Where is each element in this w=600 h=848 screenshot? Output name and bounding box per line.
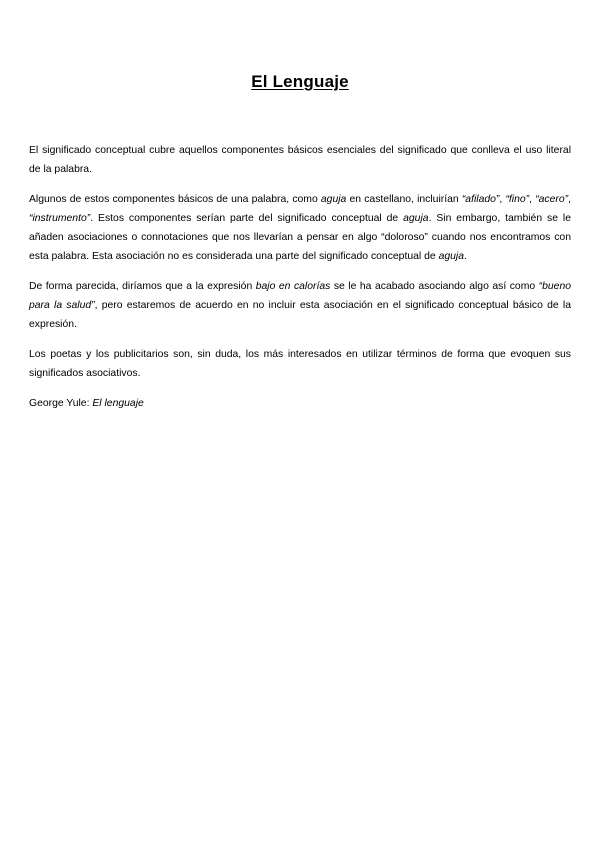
signature [29, 394, 571, 413]
paragraph-2-text-8: . [464, 251, 467, 262]
paragraph-1-text: El significado conceptual cubre aquellos componentes básicos esenciales del significado que conlleva el uso literal de la palabra. [29, 145, 571, 175]
paragraph-2-italic-4: “acero” [535, 194, 569, 205]
paragraph-2-italic-1: aguja [320, 194, 347, 205]
paragraph-2-text-7: . Sin embargo, también se le añaden asociaciones o connotaciones que nos llevarían a pensar en algo “doloroso” cuando nos encontramos con esta palabra. Esta asociación no es considerada una parte del significado conceptual de [29, 213, 571, 262]
paragraph-2-text-5: , [568, 194, 571, 205]
paragraph-3-italic-1: bajo en calorías [255, 281, 331, 292]
paragraph-2-italic-7: aguja [438, 251, 464, 262]
paragraph-2 [29, 190, 571, 266]
signature-work: El lenguaje [92, 398, 144, 409]
page-title: El Lenguaje [251, 72, 349, 91]
paragraph-4 [29, 345, 571, 383]
paragraph-3-text-3: , pero estaremos de acuerdo en no incluir esta asociación en el significado conceptual básico de la expresión. [29, 300, 571, 330]
paragraph-3 [29, 277, 571, 334]
paragraph-2-italic-3: “fino” [505, 194, 530, 205]
paragraph-2-italic-5: “instrumento” [29, 213, 91, 224]
paragraph-1 [29, 141, 571, 179]
paragraph-2-text-4: , [529, 194, 536, 205]
paragraph-3-text-1: De forma parecida, diríamos que a la expresión [29, 281, 256, 292]
document-body [29, 141, 571, 413]
paragraph-2-text-3: , [499, 194, 506, 205]
paragraph-2-text-2: en castellano, incluirían [346, 194, 462, 205]
paragraph-2-italic-6: aguja [403, 213, 429, 224]
paragraph-3-text-2: se le ha acabado asociando algo así como [330, 281, 539, 292]
signature-author: George Yule: [29, 398, 93, 409]
paragraph-2-text-6: . Estos componentes serían parte del significado conceptual de [90, 213, 404, 224]
paragraph-4-text: Los poetas y los publicitarios son, sin duda, los más interesados en utilizar términos de forma que evoquen sus significados asociativos. [29, 349, 571, 379]
paragraph-3-italic-2: “bueno para la salud” [29, 281, 572, 311]
paragraph-2-italic-2: “afilado” [461, 194, 500, 205]
paragraph-2-text-1: Algunos de estos componentes básicos de una palabra, como [29, 194, 321, 205]
